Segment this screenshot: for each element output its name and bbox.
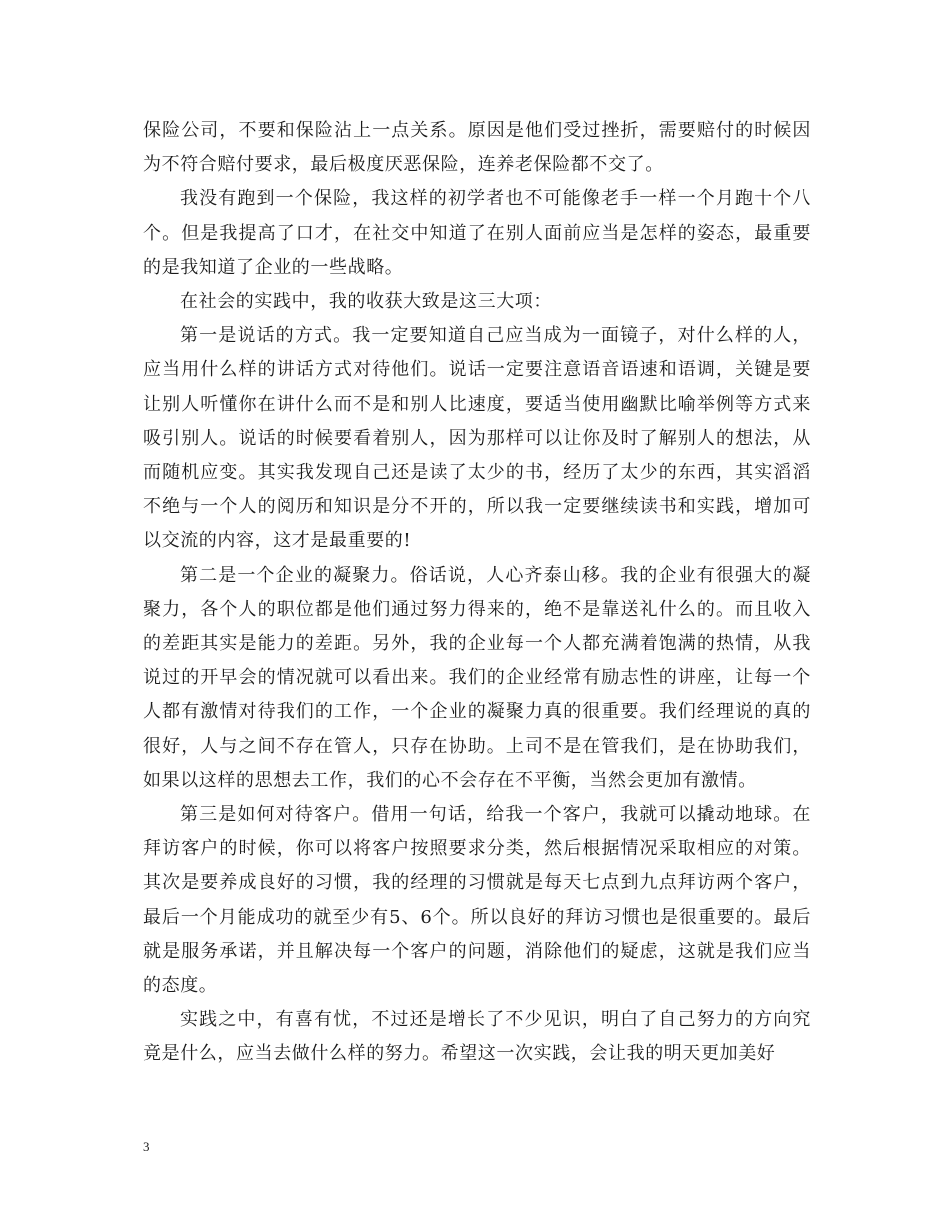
paragraph-2: 我没有跑到一个保险，我这样的初学者也不可能像老手一样一个月跑十个八个。但是我提高了口才，在社交中知道了在别人面前应当是怎样的姿态，最重要的是我知道了企业的一些战略。 xyxy=(143,188,811,278)
paragraph-5: 第二是一个企业的凝聚力。俗话说，人心齐泰山移。我的企业有很强大的凝聚力，各个人的职位都是他们通过努力得来的，绝不是靠送礼什么的。而且收入的差距其实是能力的差距。另外，我的企业每一个人都充满着饱满的热情，从我说过的开早会的情况就可以看出来。我们的企业经常有励志性的讲座，让每一个人都有激情对待我们的工作，一个企业的凝聚力真的很重要。我们经理说的真的很好，人与之间不存在管人，只存在协助。上司不是在管我们，是在协助我们，如果以这样的思想去工作，我们的心不会存在不平衡，当然会更加有激情。 xyxy=(143,564,811,791)
paragraph-4: 第一是说话的方式。我一定要知道自己应当成为一面镜子，对什么样的人，应当用什么样的讲话方式对待他们。说话一定要注意语音语速和语调，关键是要让别人听懂你在讲什么而不是和别人比速度，要适当使用幽默比喻举例等方式来吸引别人。说话的时候要看着别人，因为那样可以让你及时了解别人的想法，从而随机应变。其实我发现自己还是读了太少的书，经历了太少的东西，其实滔滔不绝与一个人的阅历和知识是分不开的，所以我一定要继续读书和实践，增加可以交流的内容，这才是最重要的! xyxy=(143,325,811,552)
page-number: 3 xyxy=(143,1139,150,1154)
paragraph-7: 实践之中，有喜有忧，不过还是增长了不少见识，明白了自己努力的方向究竟是什么，应当去做什么样的努力。希望这一次实践，会让我的明天更加美好 xyxy=(143,1009,811,1065)
paragraph-6: 第三是如何对待客户。借用一句话，给我一个客户，我就可以撬动地球。在拜访客户的时候，你可以将客户按照要求分类，然后根据情况采取相应的对策。其次是要养成良好的习惯，我的经理的习惯就是每天七点到九点拜访两个客户，最后一个月能成功的就至少有5、6个。所以良好的拜访习惯也是很重要的。最后就是服务承诺，并且解决每一个客户的问题，消除他们的疑虑，这就是我们应当的态度。 xyxy=(143,804,811,997)
paragraph-1: 保险公司，不要和保险沾上一点关系。原因是他们受过挫折，需要赔付的时候因为不符合赔付要求，最后极度厌恶保险，连养老保险都不交了。 xyxy=(143,120,811,176)
paragraph-3: 在社会的实践中，我的收获大致是这三大项： xyxy=(180,291,552,313)
body-text xyxy=(143,114,811,1072)
